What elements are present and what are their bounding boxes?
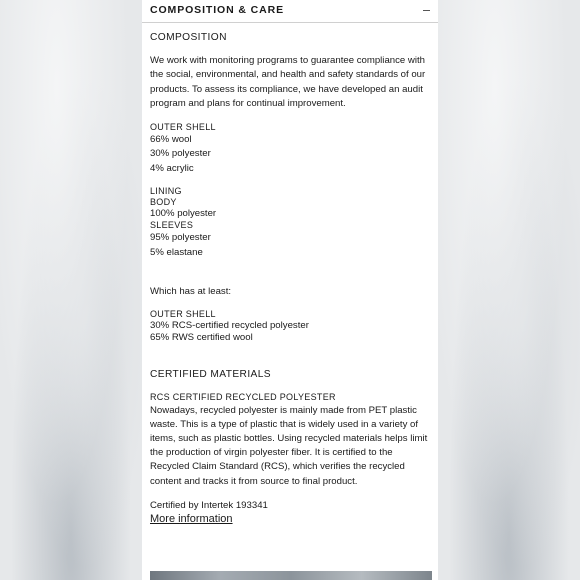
outer-shell-item: 30% polyester — [150, 148, 211, 160]
at-least-label: OUTER SHELL — [150, 309, 216, 320]
accordion-content — [150, 31, 432, 527]
certified-materials-heading: CERTIFIED MATERIALS — [150, 369, 271, 381]
rcs-label: RCS CERTIFIED RECYCLED POLYESTER — [150, 392, 336, 403]
product-image — [150, 571, 432, 580]
composition-care-panel — [142, 0, 438, 580]
outer-shell-block — [150, 122, 432, 176]
sleeves-item: 5% elastane — [150, 246, 203, 258]
rcs-description: Nowadays, recycled polyester is mainly made from PET plastic waste. This is a type of plastic that is widely used in a variety of items, such as plastic bottles. Using recycled materials helps limit the production of virgin polyester fiber. It is certified to the Recycled Claim Standard (RCS), which verifies the recycled content and tracks it from source to final product. — [150, 404, 428, 487]
more-information-link[interactable]: More information — [150, 512, 233, 525]
accordion-header[interactable] — [142, 0, 438, 23]
rcs-block — [150, 392, 432, 488]
lining-block — [150, 186, 432, 260]
composition-intro: We work with monitoring programs to guarantee compliance with the social, environmental, and health and safety standards of our products. To assess its compliance, we have developed an audit program and plans for continual improvement. — [150, 55, 426, 109]
blurred-background-left — [0, 0, 142, 580]
composition-heading: COMPOSITION — [150, 32, 227, 43]
body-label: BODY — [150, 197, 177, 208]
sleeves-item: 95% polyester — [150, 232, 211, 244]
accordion-title: COMPOSITION & CARE — [150, 4, 285, 16]
sleeves-label: SLEEVES — [150, 220, 194, 231]
minus-icon[interactable] — [423, 10, 430, 11]
outer-shell-item: 66% wool — [150, 134, 192, 146]
outer-shell-label: OUTER SHELL — [150, 122, 216, 133]
at-least-item: 65% RWS certified wool — [150, 332, 253, 344]
outer-shell-item: 4% acrylic — [150, 162, 194, 174]
at-least-text: Which has at least: — [150, 285, 232, 297]
blurred-background-right — [438, 0, 580, 580]
lining-label: LINING — [150, 185, 182, 196]
at-least-item: 30% RCS-certified recycled polyester — [150, 320, 309, 332]
at-least-block — [150, 309, 432, 344]
certified-by-text: Certified by Intertek 193341 — [150, 499, 268, 511]
body-item: 100% polyester — [150, 208, 217, 220]
